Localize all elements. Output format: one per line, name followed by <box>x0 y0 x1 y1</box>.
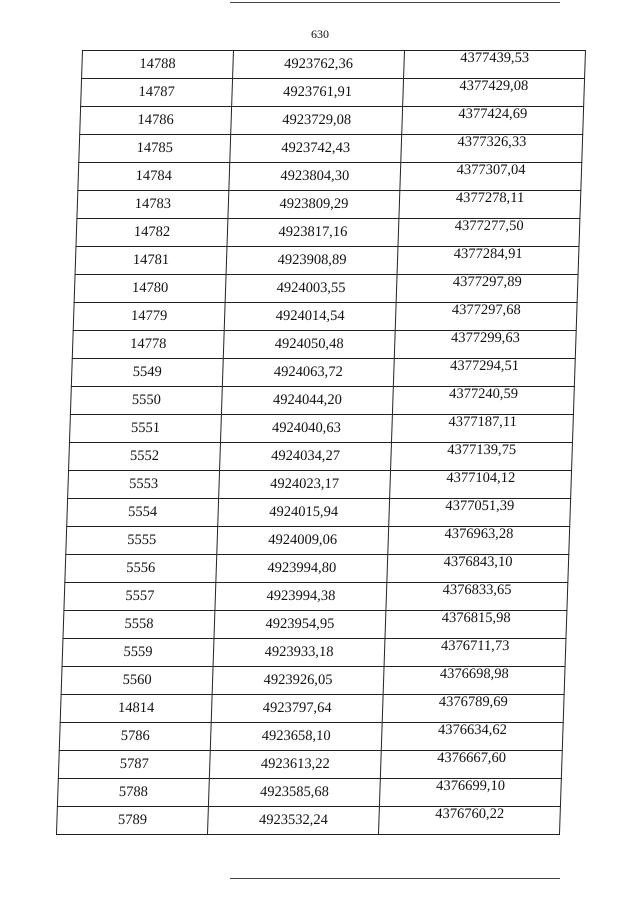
table-row <box>80 107 584 135</box>
cell-value: 5558 <box>124 616 154 632</box>
x-coordinate-cell <box>228 191 400 219</box>
cell-value: 4376634,62 <box>437 722 508 738</box>
top-rule <box>230 2 560 3</box>
point-number-cell <box>76 219 228 247</box>
x-coordinate-cell <box>220 443 392 471</box>
x-coordinate-cell <box>220 415 392 443</box>
table-row <box>81 79 585 107</box>
table-row <box>72 331 576 359</box>
page-number: 630 <box>311 27 329 41</box>
cell-value: 14786 <box>137 112 175 128</box>
y-coordinate-cell <box>395 303 577 331</box>
bottom-rule <box>230 878 560 879</box>
coordinates-table <box>56 50 586 835</box>
y-coordinate-cell <box>398 219 580 247</box>
cell-value: 4377139,75 <box>447 442 517 458</box>
cell-value: 4924023,17 <box>269 476 340 492</box>
table-row <box>59 723 563 751</box>
y-coordinate-cell <box>391 443 573 471</box>
table-row <box>64 583 568 611</box>
cell-value: 5788 <box>118 784 149 800</box>
cell-value: 4923994,38 <box>266 588 336 604</box>
x-coordinate-cell <box>229 163 401 191</box>
cell-value: 4377297,89 <box>452 274 523 290</box>
cell-value: 4923729,08 <box>281 112 352 128</box>
cell-value: 4376815,98 <box>441 610 511 626</box>
cell-value: 5556 <box>126 560 156 576</box>
y-coordinate-cell <box>380 751 562 779</box>
y-coordinate-cell <box>391 415 573 443</box>
table-row <box>82 51 586 79</box>
point-number-cell <box>73 303 225 331</box>
cell-value: 14785 <box>136 140 174 156</box>
cell-value: 5786 <box>120 728 151 744</box>
cell-value: 4377278,11 <box>455 190 525 206</box>
y-coordinate-cell <box>379 779 561 807</box>
table-row <box>62 639 566 667</box>
cell-value: 4924003,55 <box>276 280 346 296</box>
cell-value: 14783 <box>134 196 172 212</box>
cell-value: 4377104,12 <box>446 470 516 486</box>
cell-value: 4377429,08 <box>459 78 529 94</box>
cell-value: 4923954,95 <box>265 616 335 632</box>
cell-value: 4923613,22 <box>260 756 331 772</box>
cell-value: 4377439,53 <box>460 50 530 66</box>
y-coordinate-cell <box>403 79 585 107</box>
cell-value: 14782 <box>133 224 171 240</box>
table-row <box>73 303 577 331</box>
y-coordinate-cell <box>382 695 564 723</box>
x-coordinate-cell <box>225 275 397 303</box>
x-coordinate-cell <box>233 51 405 79</box>
cell-value: 4923817,16 <box>278 224 348 240</box>
y-coordinate-cell <box>399 191 581 219</box>
y-coordinate-cell <box>390 471 572 499</box>
x-coordinate-cell <box>213 639 385 667</box>
point-number-cell <box>70 387 222 415</box>
point-number-cell <box>74 275 226 303</box>
cell-value: 4376698,98 <box>439 666 510 682</box>
cell-value: 4377294,51 <box>449 358 520 374</box>
cell-value: 5557 <box>125 588 155 604</box>
cell-value: 5549 <box>132 364 163 380</box>
x-coordinate-cell <box>211 695 383 723</box>
cell-value: 4924063,72 <box>273 364 344 380</box>
cell-value: 4923742,43 <box>281 140 351 156</box>
x-coordinate-cell <box>222 359 394 387</box>
y-coordinate-cell <box>381 723 563 751</box>
table-row <box>77 191 581 219</box>
cell-value: 4923797,64 <box>262 700 332 716</box>
point-number-cell <box>61 667 213 695</box>
point-number-cell <box>71 359 223 387</box>
cell-value: 4377297,68 <box>451 302 522 318</box>
cell-value: 4923761,91 <box>282 84 353 100</box>
x-coordinate-cell <box>224 303 396 331</box>
cell-value: 4377277,50 <box>454 218 524 234</box>
cell-value: 5554 <box>127 504 158 520</box>
cell-value: 4924050,48 <box>274 336 344 352</box>
cell-value: 4924034,27 <box>270 448 341 464</box>
y-coordinate-cell <box>401 135 583 163</box>
y-coordinate-cell <box>384 639 566 667</box>
point-number-cell <box>67 499 219 527</box>
cell-value: 4376699,10 <box>435 778 506 794</box>
cell-value: 5789 <box>117 812 148 828</box>
point-number-cell <box>78 163 230 191</box>
cell-value: 4377051,39 <box>445 498 515 514</box>
x-coordinate-cell <box>215 583 387 611</box>
cell-value: 4376711,73 <box>440 638 510 654</box>
y-coordinate-cell <box>402 107 584 135</box>
cell-value: 4923658,10 <box>261 728 331 744</box>
cell-value: 5560 <box>122 672 152 688</box>
cell-value: 4377187,11 <box>448 414 518 430</box>
cell-value: 14781 <box>132 252 170 268</box>
cell-value: 5553 <box>128 476 159 492</box>
x-coordinate-cell <box>218 499 390 527</box>
cell-value: 5787 <box>119 756 150 772</box>
y-coordinate-cell <box>397 247 579 275</box>
table-row <box>70 387 574 415</box>
table-row <box>69 415 573 443</box>
x-coordinate-cell <box>226 247 398 275</box>
x-coordinate-cell <box>221 387 393 415</box>
cell-value: 4376789,69 <box>438 694 509 710</box>
table-row <box>71 359 575 387</box>
cell-value: 4377284,91 <box>453 246 523 262</box>
cell-value: 14779 <box>130 308 168 324</box>
y-coordinate-cell <box>400 163 582 191</box>
table-row <box>61 667 565 695</box>
cell-value: 4377299,63 <box>450 330 521 346</box>
cell-value: 4924009,06 <box>268 532 338 548</box>
cell-value: 14780 <box>131 280 169 296</box>
x-coordinate-cell <box>217 527 389 555</box>
table-row <box>75 247 579 275</box>
point-number-cell <box>63 611 215 639</box>
point-number-cell <box>77 191 229 219</box>
table-row <box>78 163 582 191</box>
cell-value: 5559 <box>123 644 153 660</box>
cell-value: 14778 <box>129 336 167 352</box>
table-row <box>79 135 583 163</box>
point-number-cell <box>59 723 211 751</box>
cell-value: 4376760,22 <box>434 806 505 822</box>
point-number-cell <box>79 135 231 163</box>
point-number-cell <box>81 79 233 107</box>
cell-value: 14787 <box>138 84 175 100</box>
x-coordinate-cell <box>208 779 380 807</box>
point-number-cell <box>57 779 209 807</box>
x-coordinate-cell <box>231 107 403 135</box>
table-row <box>69 443 573 471</box>
point-number-cell <box>66 527 218 555</box>
y-coordinate-cell <box>392 387 574 415</box>
point-number-cell <box>72 331 224 359</box>
y-coordinate-cell <box>404 51 586 79</box>
x-coordinate-cell <box>210 723 382 751</box>
point-number-cell <box>56 807 208 835</box>
table-row <box>66 527 570 555</box>
cell-value: 4923809,29 <box>279 196 349 212</box>
x-coordinate-cell <box>230 135 402 163</box>
y-coordinate-cell <box>394 331 576 359</box>
point-number-cell <box>75 247 227 275</box>
point-number-cell <box>69 415 221 443</box>
cell-value: 4377326,33 <box>457 134 527 150</box>
table-row <box>67 499 571 527</box>
table-row <box>76 219 580 247</box>
cell-value: 4923933,18 <box>264 644 334 660</box>
x-coordinate-cell <box>227 219 399 247</box>
y-coordinate-cell <box>387 555 569 583</box>
cell-value: 4923585,68 <box>259 784 330 800</box>
cell-value: 4923926,05 <box>263 672 333 688</box>
cell-value: 5551 <box>130 420 161 436</box>
cell-value: 4923804,30 <box>280 168 350 184</box>
cell-value: 5550 <box>131 392 162 408</box>
cell-value: 4924044,20 <box>272 392 343 408</box>
cell-value: 4376843,10 <box>443 554 513 570</box>
x-coordinate-cell <box>216 555 388 583</box>
cell-value: 14788 <box>139 56 176 72</box>
cell-value: 4376667,60 <box>436 750 507 766</box>
y-coordinate-cell <box>383 667 565 695</box>
point-number-cell <box>62 639 214 667</box>
table-row <box>65 555 569 583</box>
x-coordinate-cell <box>223 331 395 359</box>
point-number-cell <box>60 695 212 723</box>
cell-value: 4923908,89 <box>277 252 347 268</box>
cell-value: 4924040,63 <box>271 420 342 436</box>
x-coordinate-cell <box>209 751 381 779</box>
point-number-cell <box>68 471 220 499</box>
table-row <box>68 471 572 499</box>
table-row <box>63 611 567 639</box>
point-number-cell <box>80 107 232 135</box>
cell-value: 4377424,69 <box>458 106 528 122</box>
y-coordinate-cell <box>396 275 578 303</box>
point-number-cell <box>82 51 234 79</box>
cell-value: 4923994,80 <box>267 560 337 576</box>
y-coordinate-cell <box>393 359 575 387</box>
table-row <box>57 779 561 807</box>
y-coordinate-cell <box>386 583 568 611</box>
cell-value: 4377307,04 <box>456 162 526 178</box>
point-number-cell <box>64 583 216 611</box>
table-row <box>58 751 562 779</box>
y-coordinate-cell <box>385 611 567 639</box>
table-row <box>60 695 564 723</box>
x-coordinate-cell <box>212 667 384 695</box>
cell-value: 4924015,94 <box>268 504 339 520</box>
cell-value: 14784 <box>135 168 173 184</box>
y-coordinate-cell <box>389 499 571 527</box>
cell-value: 4376963,28 <box>444 526 514 542</box>
cell-value: 5555 <box>126 532 157 548</box>
x-coordinate-cell <box>232 79 404 107</box>
table-row <box>56 807 560 835</box>
x-coordinate-cell <box>214 611 386 639</box>
cell-value: 4923532,24 <box>258 812 329 828</box>
point-number-cell <box>69 443 221 471</box>
cell-value: 4923762,36 <box>283 56 354 72</box>
table-row <box>74 275 578 303</box>
x-coordinate-cell <box>219 471 391 499</box>
cell-value: 4377240,59 <box>448 386 519 402</box>
x-coordinate-cell <box>207 807 379 835</box>
point-number-cell <box>65 555 217 583</box>
point-number-cell <box>58 751 210 779</box>
cell-value: 14814 <box>117 700 155 716</box>
cell-value: 4376833,65 <box>442 582 512 598</box>
cell-value: 5552 <box>129 448 160 464</box>
cell-value: 4924014,54 <box>275 308 345 324</box>
y-coordinate-cell <box>378 807 560 835</box>
coordinates-table-body <box>56 51 585 835</box>
y-coordinate-cell <box>388 527 570 555</box>
